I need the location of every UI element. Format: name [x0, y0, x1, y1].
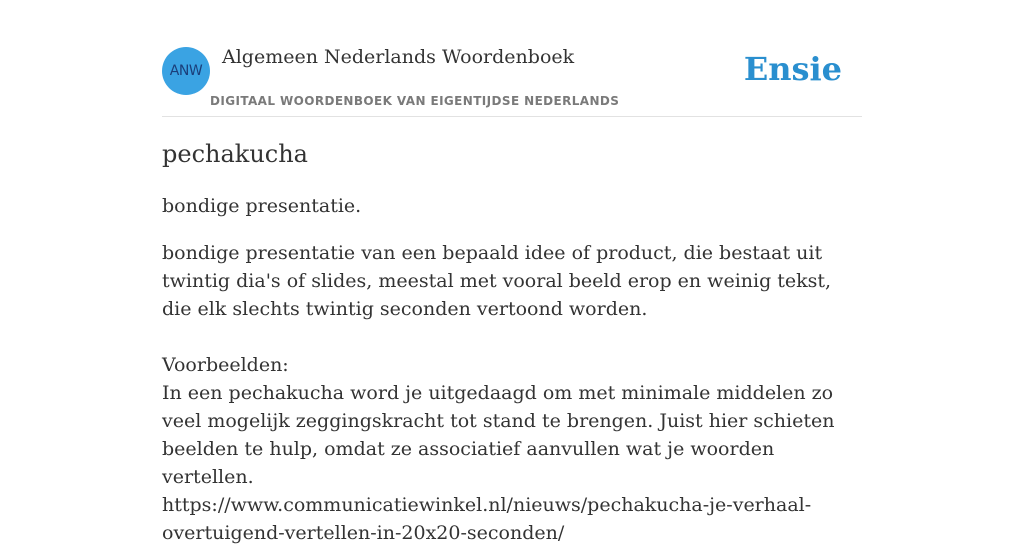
site-subtitle: DIGITAAL WOORDENBOEK VAN EIGENTIJDSE NEDERLANDS [210, 94, 620, 108]
example-source: https://www.communicatiewinkel.nl/nieuws/pechakucha-je-verhaal-overtuigend-vertellen-in-20x20-seconden/ [162, 494, 812, 544]
site-header [162, 44, 862, 117]
paragraph-spacer [162, 323, 862, 351]
example-text: In een pechakucha word je uitgedaagd om met minimale middelen zo veel mogelijk zeggingskracht tot stand te brengen. Juist hier schieten beelden te hulp, omdat ze associatief aanvullen wat je woorden vertellen. [162, 382, 835, 488]
anw-logo[interactable]: ANW [162, 47, 210, 95]
entry-content [162, 138, 862, 547]
site-title[interactable]: Algemeen Nederlands Woordenboek [222, 46, 575, 68]
short-definition: bondige presentatie. [162, 195, 362, 217]
ensie-brand-logo[interactable]: Ensie [743, 50, 842, 88]
entry-headword: pechakucha [162, 140, 308, 168]
definition-text: bondige presentatie van een bepaald idee of product, die bestaat uit twintig dia's of slides, meestal met vooral beeld erop en weinig tekst, die elk slechts twintig seconden vertoond worden. [162, 242, 832, 320]
long-definition-block [162, 239, 862, 547]
examples-label: Voorbeelden: [162, 354, 289, 376]
